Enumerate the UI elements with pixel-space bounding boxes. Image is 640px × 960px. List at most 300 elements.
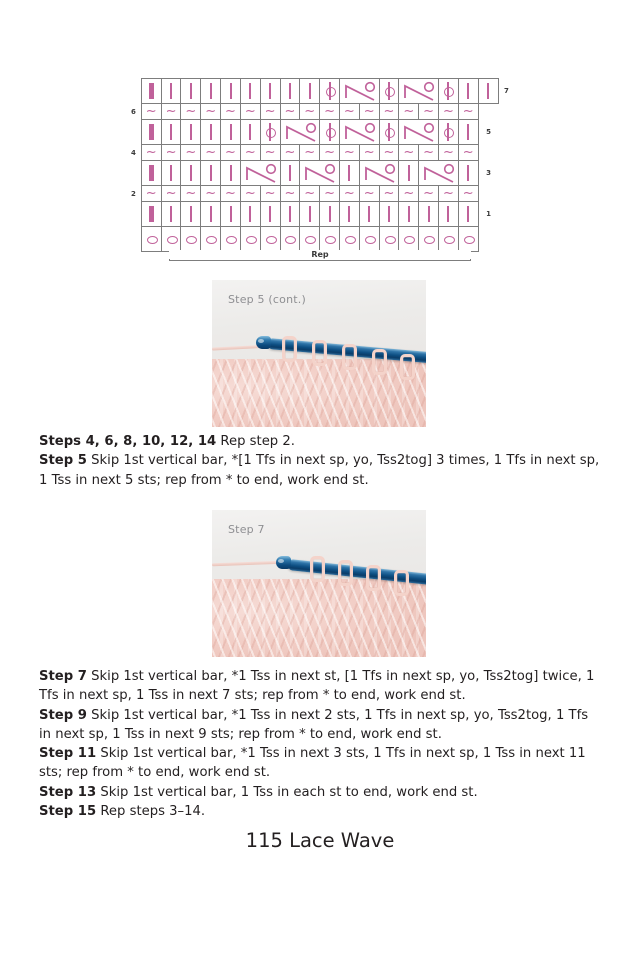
chart-cell-return-pass (359, 186, 379, 202)
chart-row (126, 145, 514, 161)
step-text: Skip 1st vertical bar, 1 Tss in each st to end, work end st. (96, 784, 478, 800)
chain-oval-icon (261, 227, 280, 251)
wave-icon: ~ (403, 186, 415, 201)
crochet-fabric (212, 359, 426, 427)
chart-cell-return-pass (399, 104, 419, 120)
phi-icon (439, 120, 458, 144)
chart-cell-return-pass (141, 104, 161, 120)
wave-icon: ~ (423, 145, 435, 160)
wave-icon: ~ (324, 186, 336, 201)
vertical-bar-icon (261, 202, 280, 226)
wave-icon: ~ (244, 145, 256, 160)
chart-cell-chain (240, 227, 260, 252)
hook-head (276, 556, 291, 569)
yarn-loop (338, 560, 353, 586)
chart-cell-chain (320, 227, 340, 252)
vertical-bar-icon (459, 161, 478, 185)
chart-row-number-left: 2 (130, 189, 136, 198)
chart-cell-return-pass (300, 104, 320, 120)
chart-cell-tss (260, 202, 280, 227)
phi-icon (439, 79, 458, 103)
chart-cell-return-pass (458, 186, 478, 202)
wave-icon: ~ (225, 145, 236, 160)
vertical-bar-icon (281, 79, 300, 103)
chart-cell-chain (359, 227, 379, 252)
chart-cell-tss (280, 161, 300, 186)
vertical-bar-icon (181, 161, 200, 185)
chart-cell-tss2tog (339, 79, 379, 104)
chart-row-spacer-left (126, 202, 141, 227)
chart-row-spacer-left (126, 79, 141, 104)
chart-row (126, 227, 514, 252)
tss2tog-icon (360, 161, 399, 185)
end-stitch-icon (142, 120, 161, 144)
chart-cell-tss (300, 202, 320, 227)
vertical-bar-icon (459, 120, 478, 144)
chart-cell-tss (221, 79, 241, 104)
chart-cell-tss (478, 79, 498, 104)
wave-icon: ~ (462, 104, 474, 119)
wave-icon: ~ (284, 145, 296, 160)
chain-oval-icon (439, 227, 458, 251)
chart-cell-return-pass (240, 186, 260, 202)
chain-oval-icon (459, 227, 478, 251)
chart-cell-return-pass (439, 104, 459, 120)
step-text: Rep step 2. (216, 434, 295, 449)
chart-cell-tss (399, 161, 419, 186)
instructions-top (39, 432, 601, 490)
instruction-line (39, 802, 601, 821)
wave-icon: ~ (383, 145, 395, 160)
wave-icon: ~ (304, 145, 316, 160)
chart-cell-tss (201, 79, 221, 104)
chain-oval-icon (281, 227, 300, 251)
chart-cell-return-pass (280, 104, 300, 120)
wave-icon: ~ (324, 145, 336, 160)
wave-icon: ~ (383, 186, 395, 201)
chart-cell-tss (201, 120, 221, 145)
chart-cell-tss2tog (419, 161, 459, 186)
instruction-line (39, 706, 601, 745)
vertical-bar-icon (320, 202, 339, 226)
chart-cell-tss (181, 79, 201, 104)
chart-cell-return-pass (141, 186, 161, 202)
chart-cell-tss (458, 161, 478, 186)
chart-cell-tss (240, 79, 260, 104)
chart-cell-tss (221, 161, 241, 186)
chart-cell-tss (320, 202, 340, 227)
chart-cell-tss (419, 202, 439, 227)
chart-cell-return-pass (339, 186, 359, 202)
chart-row (126, 79, 514, 104)
phi-icon (380, 79, 399, 103)
wave-icon: ~ (403, 104, 415, 119)
wave-icon: ~ (284, 104, 296, 119)
vertical-bar-icon (459, 79, 478, 103)
chart-row (126, 120, 514, 145)
chart-cell-return-pass (221, 186, 241, 202)
wave-icon: ~ (324, 104, 336, 119)
chart-cell-return-pass (379, 104, 399, 120)
chart-cell-tss (399, 202, 419, 227)
wave-icon: ~ (442, 186, 454, 201)
vertical-bar-icon (201, 79, 220, 103)
chart-cell-return-pass (300, 186, 320, 202)
chart-row-spacer-right (478, 104, 498, 120)
chart-cell-tss (359, 202, 379, 227)
chart-cell-tss2tog (280, 120, 320, 145)
chain-oval-icon (380, 227, 399, 251)
wave-icon: ~ (442, 104, 454, 119)
tss2tog-icon (281, 120, 320, 144)
chart-cell-tss (240, 120, 260, 145)
chart-cell-return-pass (458, 104, 478, 120)
chart-cell-return-pass (379, 186, 399, 202)
chart-row-number-right: 7 (504, 87, 509, 95)
chart-cell-return-pass (359, 104, 379, 120)
chart-grid (126, 78, 514, 252)
vertical-bar-icon (162, 202, 181, 226)
phi-icon (380, 120, 399, 144)
chart-cell-return-pass (320, 186, 340, 202)
wave-icon: ~ (304, 104, 316, 119)
yarn-loop (400, 354, 415, 380)
chart-cell-tss2tog (339, 120, 379, 145)
chart-cell-end-stitch (141, 120, 161, 145)
vertical-bar-icon (399, 202, 418, 226)
wave-icon: ~ (363, 104, 375, 119)
chart-cell-tss (161, 120, 181, 145)
chart-cell-return-pass (320, 145, 340, 161)
vertical-bar-icon (300, 79, 319, 103)
stitch-chart (126, 78, 514, 266)
wave-icon: ~ (205, 104, 217, 119)
vertical-bar-icon (241, 202, 260, 226)
chart-cell-tss2tog (300, 161, 340, 186)
chart-cell-return-pass (419, 186, 439, 202)
step-label: Step 9 (39, 707, 87, 723)
step-label: Step 13 (39, 784, 97, 800)
vertical-bar-icon (261, 79, 280, 103)
end-stitch-icon (142, 202, 161, 226)
repeat-bracket (169, 250, 471, 264)
vertical-bar-icon (300, 202, 319, 226)
wave-icon: ~ (244, 104, 256, 119)
chart-row-number-right: 5 (486, 128, 491, 136)
wave-icon: ~ (225, 104, 236, 119)
chart-cell-chain (458, 227, 478, 252)
vertical-bar-icon (439, 202, 458, 226)
chart-cell-return-pass (240, 145, 260, 161)
wave-icon: ~ (185, 104, 197, 119)
chart-cell-chain (379, 227, 399, 252)
wave-icon: ~ (264, 104, 276, 119)
chain-oval-icon (320, 227, 339, 251)
chain-oval-icon (162, 227, 181, 251)
tss2tog-icon (241, 161, 280, 185)
chart-cell-tfs-yo (320, 120, 340, 145)
chart-cell-chain (339, 227, 359, 252)
chart-cell-return-pass (240, 104, 260, 120)
wave-icon: ~ (442, 145, 454, 160)
chart-cell-tfs-yo (439, 79, 459, 104)
chart-cell-return-pass (280, 145, 300, 161)
chart-cell-return-pass (181, 145, 201, 161)
yarn-loop (282, 336, 297, 362)
page-title: 115 Lace Wave (245, 829, 395, 852)
tss2tog-icon (340, 79, 379, 103)
vertical-bar-icon (201, 161, 220, 185)
chart-cell-return-pass (399, 186, 419, 202)
chain-oval-icon (360, 227, 379, 251)
vertical-bar-icon (181, 202, 200, 226)
chain-oval-icon (419, 227, 438, 251)
instruction-line (39, 667, 601, 706)
chart-cell-return-pass (419, 145, 439, 161)
wave-icon: ~ (185, 186, 197, 201)
vertical-bar-icon (241, 120, 260, 144)
chart-cell-return-pass (221, 145, 241, 161)
vertical-bar-icon (162, 120, 181, 144)
chain-oval-icon (201, 227, 220, 251)
tss2tog-icon (419, 161, 458, 185)
chart-cell-chain (300, 227, 320, 252)
wave-icon: ~ (462, 186, 474, 201)
end-stitch-icon (142, 161, 161, 185)
repeat-bracket-line (169, 260, 471, 261)
tss2tog-icon (340, 120, 379, 144)
vertical-bar-icon (162, 161, 181, 185)
wave-icon: ~ (363, 145, 375, 160)
vertical-bar-icon (340, 202, 359, 226)
chart-cell-chain (201, 227, 221, 252)
photo-caption: Step 5 (cont.) (228, 293, 306, 306)
vertical-bar-icon (419, 202, 438, 226)
photo-step-7 (212, 510, 426, 657)
chart-cell-tss (201, 202, 221, 227)
wave-icon: ~ (145, 104, 157, 119)
tss2tog-icon (399, 120, 438, 144)
chart-cell-return-pass (439, 186, 459, 202)
wave-icon: ~ (423, 104, 435, 119)
chart-row-number-right: 3 (486, 169, 491, 177)
chart-cell-return-pass (161, 186, 181, 202)
chart-cell-tss (339, 161, 359, 186)
chart-cell-return-pass (339, 145, 359, 161)
chain-oval-icon (181, 227, 200, 251)
wave-icon: ~ (343, 145, 355, 160)
chart-cell-tss (161, 79, 181, 104)
chart-cell-return-pass (280, 186, 300, 202)
yarn-loop (342, 344, 357, 370)
wave-icon: ~ (165, 186, 177, 201)
chart-cell-tss (240, 202, 260, 227)
chart-row-spacer-left (126, 227, 141, 252)
chart-cell-end-stitch (141, 79, 161, 104)
chart-cell-return-pass (260, 104, 280, 120)
chart-cell-tss (339, 202, 359, 227)
step-label: Step 11 (39, 746, 97, 762)
wave-icon: ~ (383, 104, 395, 119)
instruction-line (39, 432, 601, 451)
wave-icon: ~ (403, 145, 415, 160)
wave-icon: ~ (343, 104, 355, 119)
step-text: Rep steps 3–14. (96, 804, 206, 820)
yarn-loop (394, 570, 409, 596)
photo-caption: Step 7 (228, 523, 265, 536)
yarn-loop (372, 349, 387, 375)
chart-cell-return-pass (260, 186, 280, 202)
chart-cell-return-pass (300, 145, 320, 161)
chart-row-spacer-right (478, 145, 498, 161)
vertical-bar-icon (340, 161, 359, 185)
vertical-bar-icon (181, 120, 200, 144)
repeat-label: Rep (169, 250, 471, 259)
chart-cell-tss (181, 120, 201, 145)
wave-icon: ~ (304, 186, 316, 201)
chart-cell-tss2tog (399, 79, 439, 104)
chart-row-number-left: 4 (130, 148, 136, 157)
chart-cell-return-pass (181, 186, 201, 202)
step-text: Skip 1st vertical bar, *1 Tss in next 3 sts, 1 Tfs in next sp, 1 Tss in next 11 sts; rep from * to end, work end st. (39, 746, 586, 781)
vertical-bar-icon (181, 79, 200, 103)
yarn-loop (310, 556, 325, 582)
wave-icon: ~ (145, 145, 157, 160)
instruction-line (39, 783, 601, 802)
phi-icon (320, 120, 339, 144)
chart-cell-chain (280, 227, 300, 252)
chart-cell-tss (221, 120, 241, 145)
step-label: Step 15 (39, 804, 97, 820)
chart-cell-chain (161, 227, 181, 252)
chart-cell-tss2tog (359, 161, 399, 186)
end-stitch-icon (142, 79, 161, 103)
instruction-line (39, 744, 601, 783)
tss2tog-icon (399, 79, 438, 103)
chart-cell-return-pass (458, 145, 478, 161)
vertical-bar-icon (201, 120, 220, 144)
chain-oval-icon (142, 227, 161, 251)
phi-icon (320, 79, 339, 103)
chart-row-number-left: 6 (130, 107, 136, 116)
yarn-loop (366, 565, 381, 591)
chart-cell-tss (458, 202, 478, 227)
wave-icon: ~ (145, 186, 157, 201)
chart-cell-return-pass (399, 145, 419, 161)
step-label: Step 7 (39, 669, 87, 684)
chart-cell-chain (181, 227, 201, 252)
hook-head (256, 336, 271, 349)
chart-cell-tss (221, 202, 241, 227)
chart-cell-return-pass (161, 145, 181, 161)
chain-oval-icon (340, 227, 359, 251)
chart-cell-end-stitch (141, 202, 161, 227)
chart-cell-tss (181, 202, 201, 227)
vertical-bar-icon (281, 161, 300, 185)
vertical-bar-icon (479, 79, 498, 103)
chart-cell-tss (161, 202, 181, 227)
chart-row-spacer-right (478, 186, 498, 202)
chain-oval-icon (300, 227, 319, 251)
vertical-bar-icon (221, 161, 240, 185)
vertical-bar-icon (399, 161, 418, 185)
step-label: Step 5 (39, 453, 87, 469)
step-text: Skip 1st vertical bar, *1 Tss in next 2 sts, 1 Tfs in next sp, yo, Tss2tog, 1 Tfs in next sp, 1 Tss in next 9 sts; rep from * to end, work end st. (39, 707, 589, 742)
chart-cell-tfs-yo (260, 120, 280, 145)
chart-cell-return-pass (141, 145, 161, 161)
chart-cell-return-pass (439, 145, 459, 161)
chart-cell-tfs-yo (320, 79, 340, 104)
tss2tog-icon (300, 161, 339, 185)
chart-cell-tfs-yo (379, 79, 399, 104)
yarn-loop (312, 340, 327, 366)
wave-icon: ~ (185, 145, 197, 160)
chart-cell-return-pass (260, 145, 280, 161)
chart-cell-tss (439, 202, 459, 227)
vertical-bar-icon (201, 202, 220, 226)
wave-icon: ~ (244, 186, 256, 201)
vertical-bar-icon (281, 202, 300, 226)
chart-cell-return-pass (339, 104, 359, 120)
wave-icon: ~ (363, 186, 375, 201)
chart-cell-tss2tog (399, 120, 439, 145)
chart-cell-tss (379, 202, 399, 227)
chart-cell-return-pass (221, 104, 241, 120)
chart-cell-return-pass (419, 104, 439, 120)
chart-cell-chain (399, 227, 419, 252)
chart-row (126, 202, 514, 227)
chart-cell-chain (439, 227, 459, 252)
step-label: Steps 4, 6, 8, 10, 12, 14 (39, 434, 217, 449)
vertical-bar-icon (459, 202, 478, 226)
chart-row-spacer-left (126, 161, 141, 186)
wave-icon: ~ (284, 186, 296, 201)
chart-cell-return-pass (320, 104, 340, 120)
wave-icon: ~ (165, 104, 177, 119)
vertical-bar-icon (360, 202, 379, 226)
chart-row (126, 161, 514, 186)
wave-icon: ~ (264, 186, 276, 201)
chart-cell-return-pass (201, 145, 221, 161)
chart-cell-end-stitch (141, 161, 161, 186)
chart-cell-return-pass (161, 104, 181, 120)
chart-row (126, 104, 514, 120)
vertical-bar-icon (241, 79, 260, 103)
wave-icon: ~ (423, 186, 435, 201)
step-text: Skip 1st vertical bar, *[1 Tfs in next sp, yo, Tss2tog] 3 times, 1 Tfs in next sp, 1 Tss in next 5 sts; rep from * to end, work end st. (39, 453, 600, 488)
step-text: Skip 1st vertical bar, *1 Tss in next st, [1 Tfs in next sp, yo, Tss2tog] twice, 1 Tfs in next sp, 1 Tss in next 7 sts; rep from * to end, work end st. (39, 669, 595, 704)
vertical-bar-icon (221, 79, 240, 103)
chart-cell-chain (141, 227, 161, 252)
chart-cell-return-pass (379, 145, 399, 161)
vertical-bar-icon (380, 202, 399, 226)
wave-icon: ~ (165, 145, 177, 160)
chart-cell-tss (280, 79, 300, 104)
chart-cell-tss (201, 161, 221, 186)
chart-cell-chain (260, 227, 280, 252)
wave-icon: ~ (225, 186, 236, 201)
chart-cell-tss (260, 79, 280, 104)
chart-cell-tfs-yo (379, 120, 399, 145)
chart-cell-tss (458, 120, 478, 145)
chart-cell-return-pass (201, 186, 221, 202)
chart-cell-return-pass (181, 104, 201, 120)
chart-cell-chain (419, 227, 439, 252)
wave-icon: ~ (462, 145, 474, 160)
chain-oval-icon (399, 227, 418, 251)
chart-row-spacer-right (478, 227, 498, 252)
chart-cell-return-pass (359, 145, 379, 161)
